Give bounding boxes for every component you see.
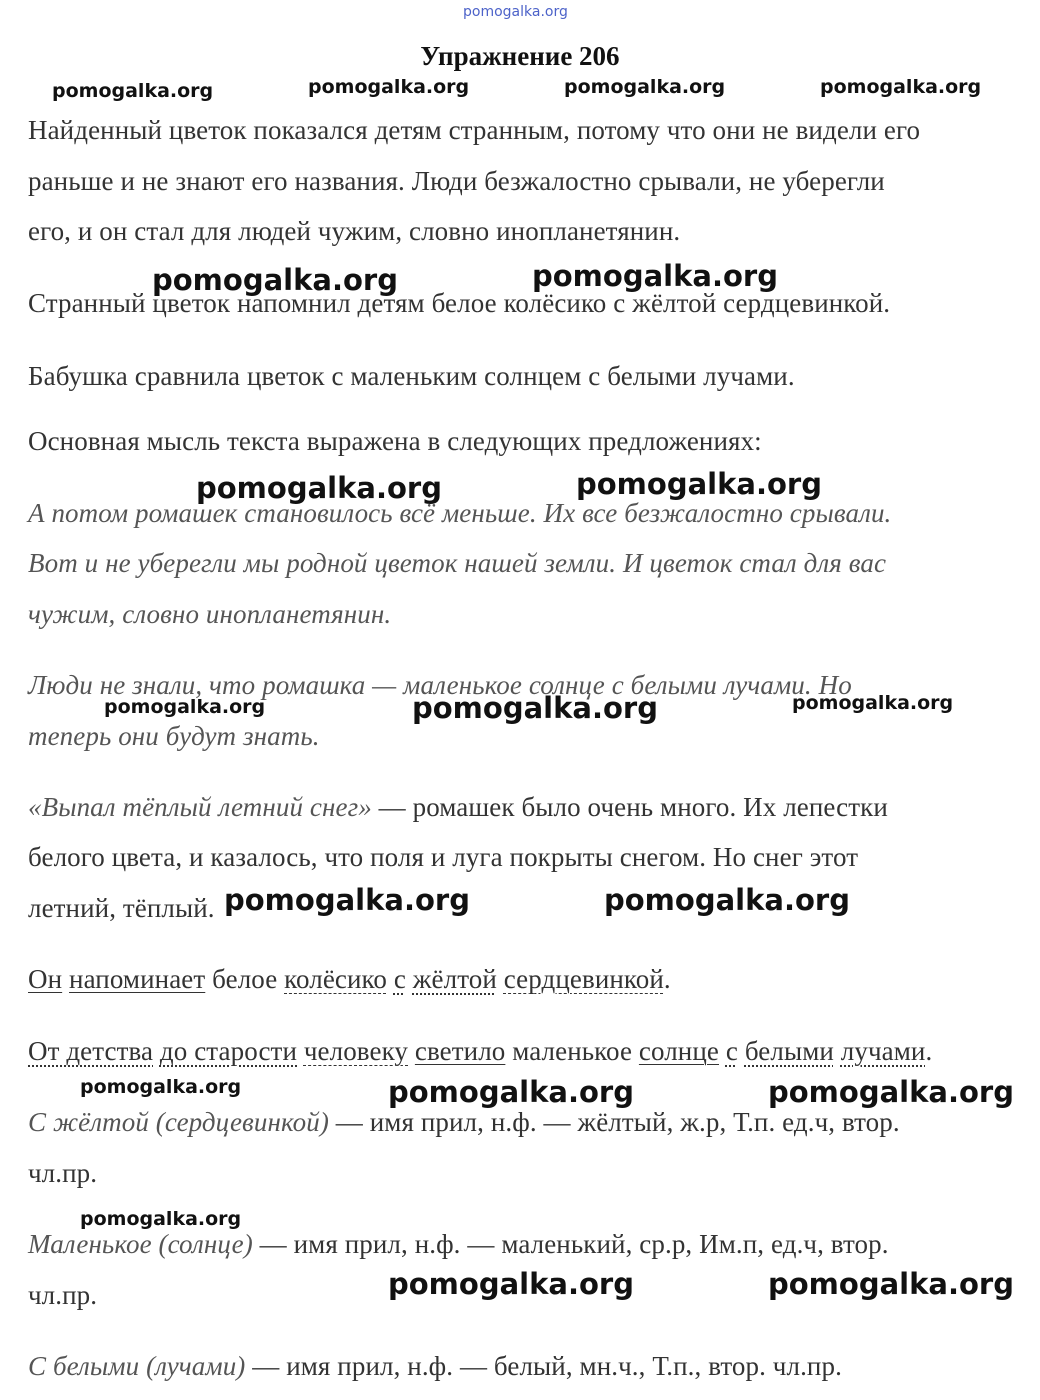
snow-line-text: ромашек было очень много. Их лепестки (412, 792, 888, 822)
watermark: pomogalka.org (532, 259, 778, 293)
watermark: pomogalka.org (80, 1208, 242, 1230)
morph-term: С жёлтой (сердцевинкой) (28, 1107, 329, 1137)
quote-line: чужим, словно инопланетянин. (28, 599, 392, 629)
morph-line: чл.пр. (28, 1280, 98, 1310)
quote-line: теперь они будут знать. (28, 721, 320, 751)
paragraph-line: его, и он стал для людей чужим, словно инопланетянин. (28, 216, 681, 246)
paragraph-line: Странный цветок напомнил детям белое колёсико с жёлтой сердцевинкой. (28, 288, 891, 318)
watermark: pomogalka.org (768, 1267, 1014, 1301)
dash: — (371, 792, 413, 822)
morph-term: С белыми (лучами) (28, 1351, 246, 1381)
word: белое (212, 964, 278, 994)
snow-line (28, 791, 888, 823)
subject: солнце (638, 1036, 719, 1066)
watermark: pomogalka.org (412, 691, 658, 725)
attribute: белыми (744, 1036, 834, 1066)
period: . (663, 964, 671, 994)
morph-line (28, 1350, 842, 1382)
watermark: pomogalka.org (152, 263, 398, 297)
watermark: pomogalka.org (792, 692, 954, 714)
watermark: pomogalka.org (224, 883, 470, 917)
paragraph-line: Найденный цветок показался детям странным, потому что они не видели его (28, 115, 921, 145)
quote-line: Вот и не уберегли мы родной цветок нашей земли. И цветок стал для вас (28, 548, 887, 578)
watermark: pomogalka.org (820, 76, 982, 98)
snow-quote: «Выпал тёплый летний снег» (28, 792, 372, 822)
watermark: pomogalka.org (576, 467, 822, 501)
morph-def: — имя прил, н.ф. — белый, мн.ч., Т.п., втор. чл.пр. (245, 1351, 842, 1381)
morph-line: чл.пр. (28, 1158, 98, 1188)
watermark: pomogalka.org (604, 883, 850, 917)
morph-def: — имя прил, н.ф. — жёлтый, ж.р, Т.п. ед.ч, втор. (328, 1107, 900, 1137)
watermark: pomogalka.org (564, 76, 726, 98)
watermark: pomogalka.org (52, 80, 214, 102)
adverbial: до старости (159, 1036, 298, 1066)
paragraph-line: Бабушка сравнила цветок с маленьким солнцем с белыми лучами. (28, 361, 795, 391)
attribute: жёлтой (412, 964, 497, 994)
word: маленькое (512, 1036, 633, 1066)
adverbial: От детства (28, 1036, 154, 1066)
snow-line: белого цвета, и казалось, что поля и луга покрыты снегом. Но снег этот (28, 842, 859, 872)
preposition: с (725, 1036, 738, 1066)
watermark: pomogalka.org (388, 1267, 634, 1301)
predicate: напоминает (69, 964, 206, 994)
exercise-title: Упражнение 206 (420, 41, 620, 71)
preposition: с (393, 964, 406, 994)
paragraph-line: раньше и не знают его названия. Люди безжалостно срывали, не уберегли (28, 166, 885, 196)
watermark-top: pomogalka.org (463, 4, 568, 20)
object: лучами (840, 1036, 926, 1066)
paragraph-line: Основная мысль текста выражена в следующих предложениях: (28, 426, 762, 456)
snow-line: летний, тёплый. (28, 893, 215, 923)
parsed-sentence (28, 1035, 932, 1067)
morph-term: Маленькое (солнце) (28, 1229, 253, 1259)
watermark: pomogalka.org (308, 76, 470, 98)
subject: Он (28, 964, 63, 994)
object: колёсико (284, 964, 387, 994)
predicate: светило (414, 1036, 506, 1066)
quote-line: Люди не знали, что ромашка — маленькое солнце с белыми лучами. Но (28, 670, 852, 700)
parsed-sentence (28, 963, 671, 995)
watermark: pomogalka.org (104, 696, 266, 718)
morph-line (28, 1228, 889, 1260)
quote-line: А потом ромашек становилось всё меньше. Их все безжалостно срывали. (28, 498, 892, 528)
object: сердцевинкой (503, 964, 664, 994)
morph-def: — имя прил, н.ф. — маленький, ср.р, Им.п, ед.ч, втор. (252, 1229, 889, 1259)
watermark: pomogalka.org (196, 471, 442, 505)
morph-line (28, 1106, 900, 1138)
period: . (925, 1036, 933, 1066)
watermark: pomogalka.org (80, 1076, 242, 1098)
object: человеку (303, 1036, 409, 1066)
watermark: pomogalka.org (388, 1075, 634, 1109)
watermark: pomogalka.org (768, 1075, 1014, 1109)
